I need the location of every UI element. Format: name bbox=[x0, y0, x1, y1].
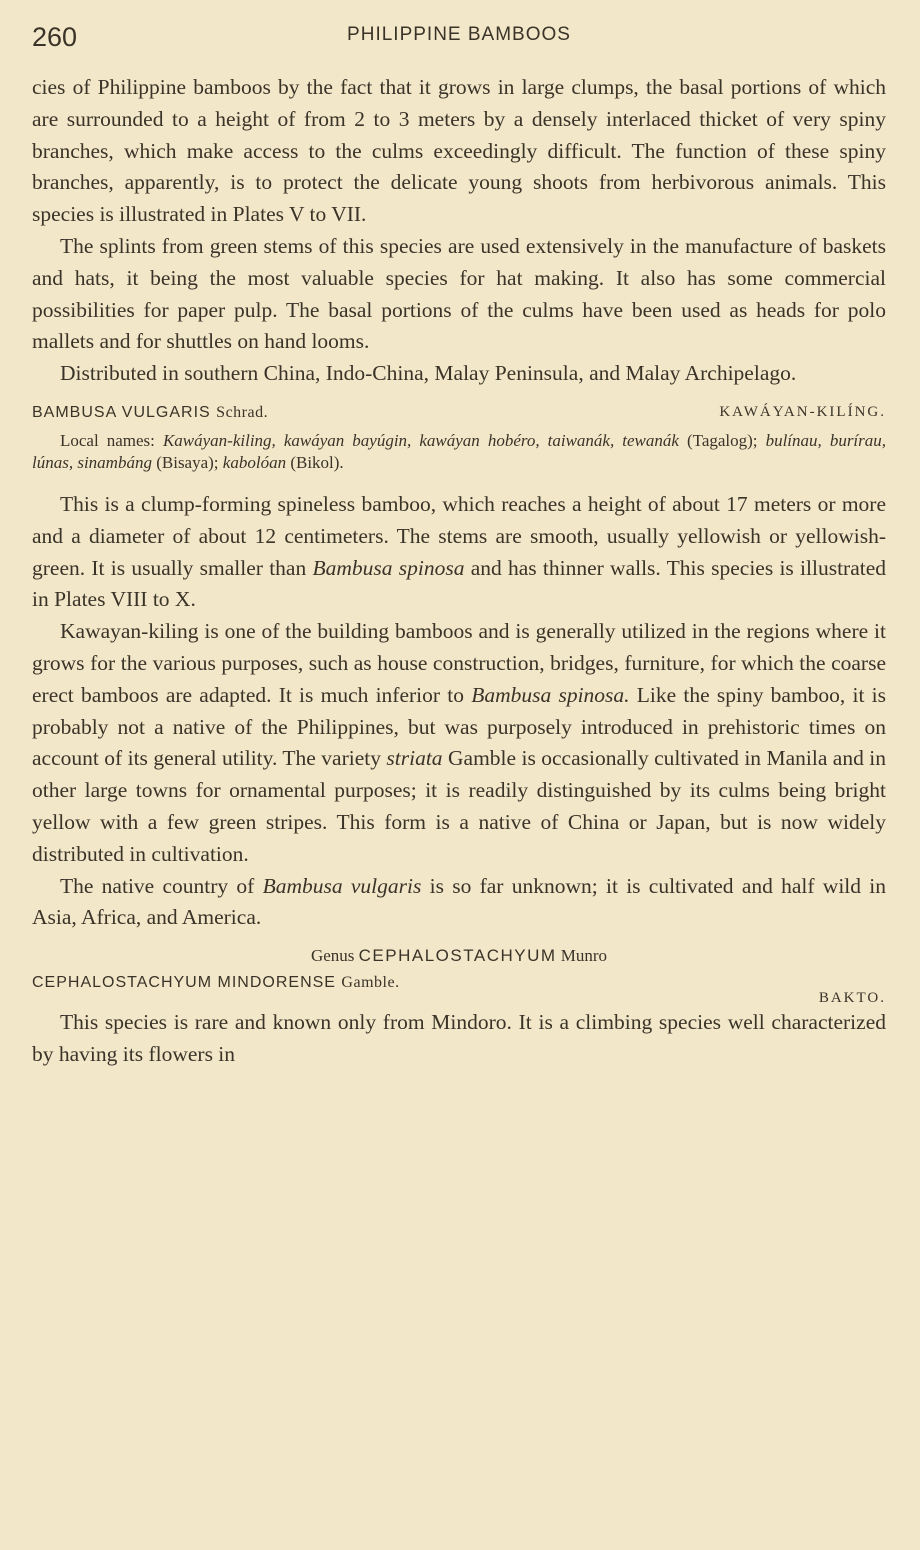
paragraph-3: Distributed in southern China, Indo-China, Malay Peninsula, and Malay Archipelago. bbox=[60, 361, 797, 386]
genus-name: CEPHALOSTACHYUM bbox=[358, 946, 557, 966]
local-names-bisaya: bulínau, burírau, lúnas, sinambáng bbox=[32, 430, 887, 473]
paragraph-6-text-b: is so far unknown; it is cultivated and half wild in Asia, Africa, and America. bbox=[32, 873, 887, 930]
paragraph-7: This species is rare and known only from Mindoro. It is a climbing species well characterized by having its flowers in bbox=[32, 1010, 886, 1066]
page-number: 260 bbox=[32, 22, 78, 52]
local-names bbox=[32, 430, 886, 475]
paragraph-4 bbox=[32, 489, 886, 616]
paragraph-5-text-b: Like the spiny bamboo, it is probably not a native of the Philippines, but was purposely introduced in prehistoric times on account of its general utility. The variety bbox=[32, 682, 887, 771]
species-name: BAMBUSA VULGARIS bbox=[32, 403, 211, 421]
paragraph-4-text-a: This is a clump-forming spineless bamboo, which reaches a height of about 17 meters or more and a diameter of about 12 centimeters. The stems are smooth, usually yellowish or yellowish-green. It is usually smaller than bbox=[32, 491, 886, 580]
species-heading-cephalostachyum bbox=[32, 974, 886, 1007]
genus-authority: Munro bbox=[560, 946, 608, 966]
paragraph-5-italic-b: striata bbox=[386, 746, 443, 771]
body-text bbox=[32, 72, 886, 1071]
local-names-label: Local names: bbox=[60, 430, 155, 450]
running-title: PHILIPPINE BAMBOOS bbox=[347, 24, 571, 45]
species-authority: Schrad. bbox=[216, 403, 269, 421]
page-header bbox=[32, 22, 886, 52]
paragraph-5 bbox=[32, 616, 886, 870]
species-local-name: KAWÁYAN-KILÍNG. bbox=[719, 403, 886, 420]
genus-heading bbox=[32, 946, 886, 966]
paragraph-5-italic-a: Bambusa spinosa. bbox=[471, 682, 630, 707]
local-names-tagalog-lang: (Tagalog); bbox=[686, 430, 758, 450]
paragraph-6 bbox=[32, 871, 886, 935]
species2-local-name: BAKTO. bbox=[818, 990, 886, 1007]
species2-name: CEPHALOSTACHYUM MINDORENSE bbox=[32, 974, 336, 992]
genus-label: Genus bbox=[310, 946, 355, 966]
paragraph-4-italic: Bambusa spinosa bbox=[312, 555, 465, 580]
paragraph-5-text-a: Kawayan-kiling is one of the building bamboos and is generally utilized in the regions where it grows for the various purposes, such as house construction, bridges, furniture, for which the coarse erect bamboos are adapted. It is much inferior to bbox=[32, 619, 886, 707]
species2-authority: Gamble. bbox=[341, 974, 400, 992]
local-names-bikol-lang: (Bikol). bbox=[290, 453, 344, 473]
paragraph-5-text-c: Gamble is occasionally cultivated in Manila and in other large towns for ornamental purposes; it is readily distinguished by its culms being bright yellow with a few green stripes. This form is a native of China or Japan, but is now widely distributed in cultivation. bbox=[32, 746, 886, 866]
paragraph-4-text-b: and has thinner walls. This species is illustrated in Plates VIII to X. bbox=[32, 555, 887, 612]
local-names-bikol: kabolóan bbox=[222, 453, 287, 473]
local-names-tagalog: Kawáyan-kiling, kawáyan bayúgin, kawáyan hobéro, taiwanák, tewanák bbox=[162, 430, 679, 450]
species-heading-bambusa-vulgaris bbox=[32, 404, 886, 422]
paragraph-1: cies of Philippine bamboos by the fact that it grows in large clumps, the basal portions of which are surrounded to a height of from 2 to 3 meters by a densely interlaced thicket of very spiny branches, which make access to the culms exceedingly difficult. The function of these spiny branches, apparently, is to protect the delicate young shoots from herbivorous animals. This species is illustrated in Plates V to VII. bbox=[32, 75, 886, 227]
local-names-bisaya-lang: (Bisaya); bbox=[156, 453, 219, 473]
paragraph-6-italic: Bambusa vulgaris bbox=[262, 873, 422, 898]
paragraph-2: The splints from green stems of this species are used extensively in the manufacture of baskets and hats, it being the most valuable species for hat making. It also has some commercial possibilities for paper pulp. The basal portions of the culms have been used as heads for polo mallets and for shuttles on hand looms. bbox=[32, 233, 886, 354]
paragraph-6-text-a: The native country of bbox=[60, 873, 255, 898]
